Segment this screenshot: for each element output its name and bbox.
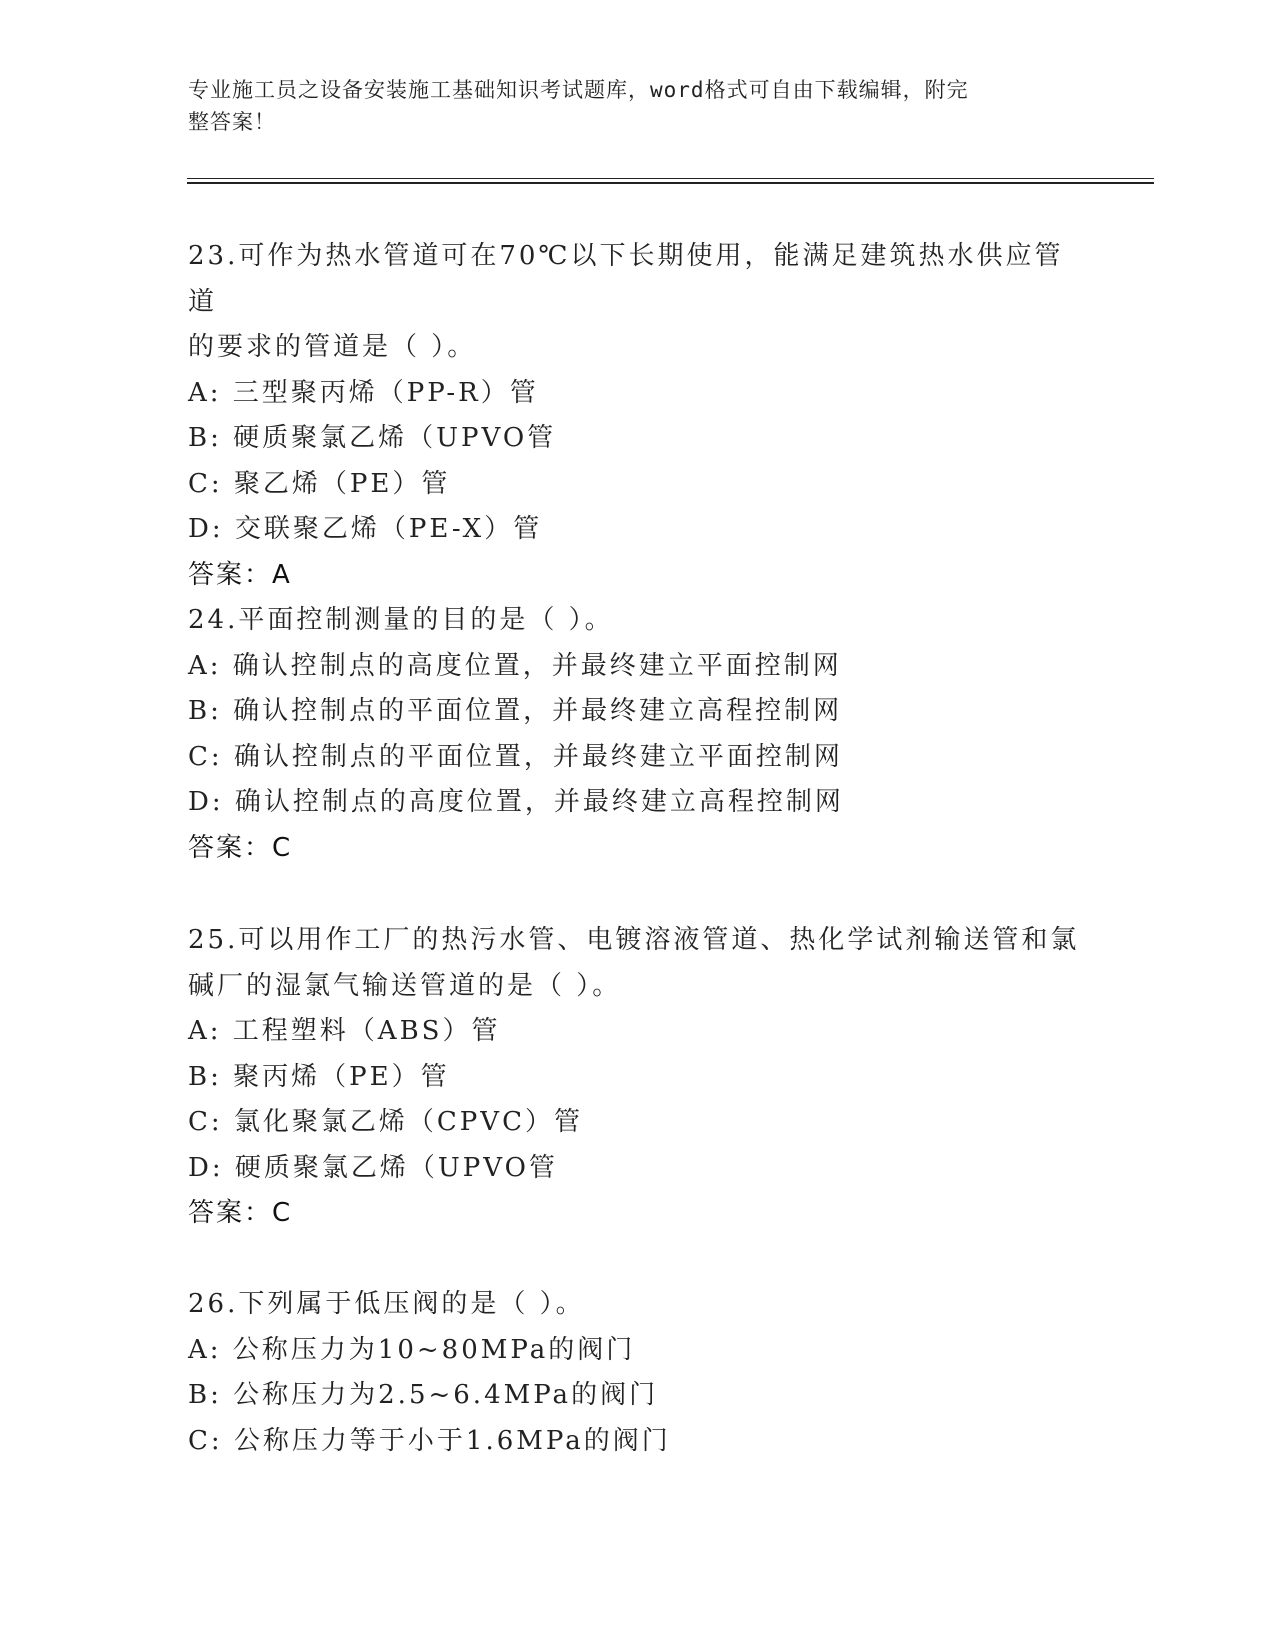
answer-label: 答案：C [188,1198,293,1228]
question-stem [188,234,1088,371]
option-a: A: 公称压力为10~80MPa的阀门 [188,1334,636,1365]
option-b: B: 硬质聚氯乙烯（UPVO管 [188,423,557,453]
document-header [188,74,1088,138]
question-stem-line: 25.可以用作工厂的热污水管、电镀溶液管道、热化学试剂输送管和氯 [188,925,1080,955]
option-c: C: 氯化聚氯乙烯（CPVC）管 [188,1107,583,1137]
question-stem-line: 碱厂的湿氯气输送管道的是（ ）。 [188,970,622,1001]
answer-label: 答案：C [188,832,293,863]
question-stem-line: 23.可作为热水管道可在70℃以下长期使用，能满足建筑热水供应管道 [188,241,1064,317]
option-d: D: 交联聚乙烯（PE-X）管 [188,514,543,544]
question-26 [188,1282,1088,1464]
question-stem [188,918,1088,1009]
question-stem [188,598,1088,644]
question-stem-line: 26.下列属于低压阀的是（ ）。 [188,1289,585,1319]
header-divider-thin [187,178,1154,179]
option-a: A: 确认控制点的高度位置，并最终建立平面控制网 [188,650,842,681]
option-a: A: 三型聚丙烯（PP-R）管 [188,377,539,408]
answer-label: 答案：A [188,559,292,590]
question-stem-line: 24.平面控制测量的目的是（ ）。 [188,605,614,635]
header-divider-thick [187,182,1154,184]
option-c: C: 确认控制点的平面位置，并最终建立平面控制网 [188,741,843,772]
question-23 [188,234,1088,598]
question-stem [188,1282,1088,1328]
question-stem-line: 的要求的管道是（ ）。 [188,332,477,362]
header-line-2: 整答案！ [188,110,276,134]
option-b: B: 确认控制点的平面位置，并最终建立高程控制网 [188,696,843,726]
option-a: A: 工程塑料（ABS）管 [188,1016,501,1046]
question-24 [188,598,1088,871]
option-b: B: 公称压力为2.5~6.4MPa的阀门 [188,1380,659,1410]
option-d: D: 硬质聚氯乙烯（UPVO管 [188,1152,558,1183]
option-c: C: 公称压力等于小于1.6MPa的阀门 [188,1425,671,1456]
question-25 [188,918,1088,1237]
option-c: C: 聚乙烯（PE）管 [188,468,451,499]
option-d: D: 确认控制点的高度位置，并最终建立高程控制网 [188,787,844,817]
header-line-1: 专业施工员之设备安装施工基础知识考试题库，word格式可自由下载编辑，附完 [188,78,969,102]
option-b: B: 聚丙烯（PE）管 [188,1061,450,1092]
